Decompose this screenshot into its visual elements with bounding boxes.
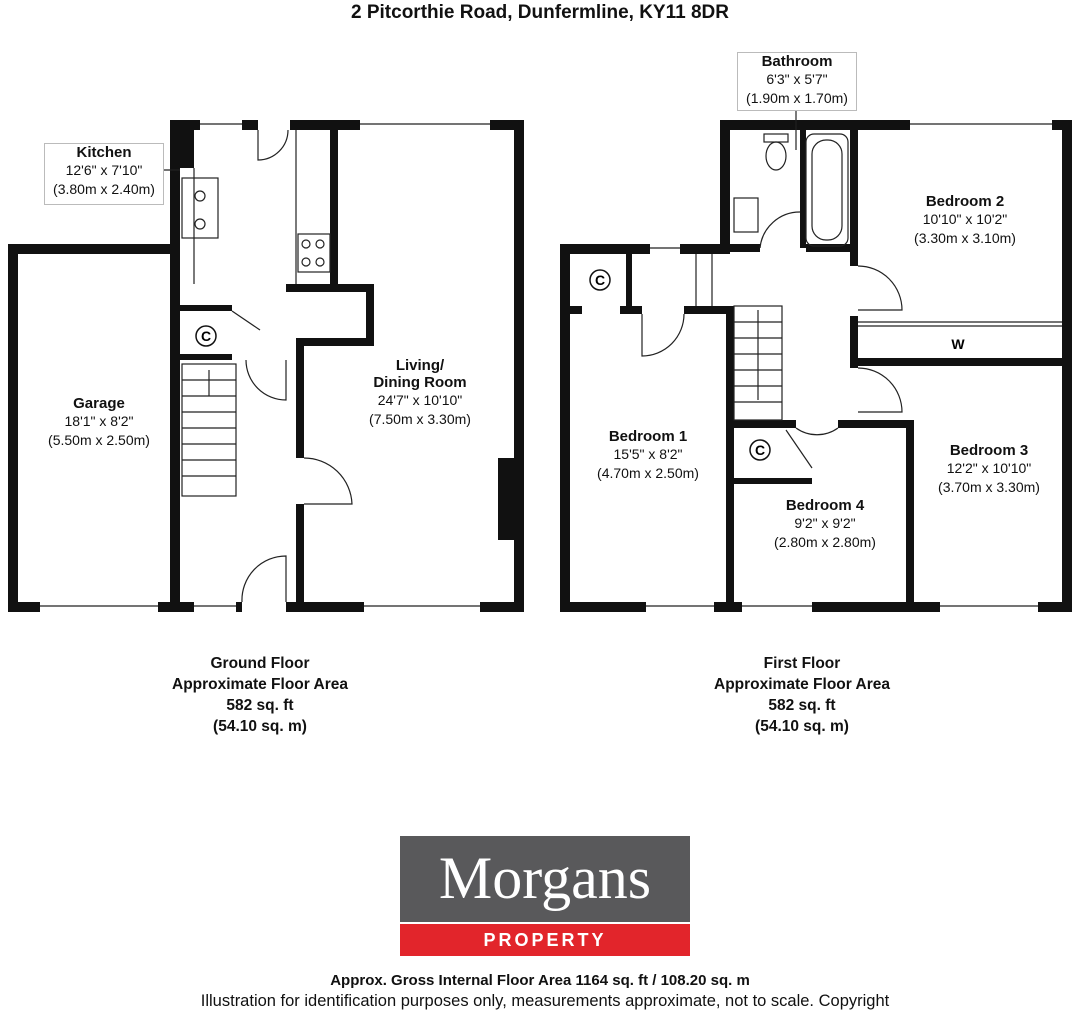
garage-imperial: 18'1" x 8'2"	[64, 413, 134, 429]
bedroom4-label	[748, 497, 902, 552]
kitchen-name: Kitchen	[76, 144, 132, 161]
total-floor-area: Approx. Gross Internal Floor Area 1164 sq. ft / 108.20 sq. m	[330, 972, 750, 989]
living-name-line2: Dining Room	[373, 374, 467, 391]
page-title: 2 Pitcorthie Road, Dunfermline, KY11 8DR	[351, 2, 729, 23]
logo-wordmark: Morgans	[400, 836, 690, 922]
first-floor-area-imperial: 582 sq. ft	[768, 697, 836, 714]
bedroom4-imperial: 9'2" x 9'2"	[794, 515, 856, 531]
bedroom3-imperial: 12'2" x 10'10"	[946, 460, 1032, 476]
first-floor-area-label: Approximate Floor Area	[714, 676, 890, 693]
bedroom3-name: Bedroom 3	[949, 442, 1029, 459]
disclaimer: Illustration for identification purposes only, measurements approximate, not to scale. Copyright	[200, 992, 890, 1010]
bathroom-metric: (1.90m x 1.70m)	[746, 90, 848, 106]
logo-tagline: PROPERTY	[400, 924, 690, 956]
ground-floor-area-label: Approximate Floor Area	[172, 676, 348, 693]
ground-floor-area-metric: (54.10 sq. m)	[213, 718, 307, 735]
bathroom-name: Bathroom	[761, 53, 833, 70]
first-floor-name: First Floor	[763, 655, 841, 672]
bedroom2-metric: (3.30m x 3.10m)	[914, 230, 1016, 246]
cupboard-marker	[590, 270, 610, 290]
kitchen-metric: (3.80m x 2.40m)	[53, 181, 155, 197]
ground-floor-area-imperial: 582 sq. ft	[226, 697, 294, 714]
bedroom1-imperial: 15'5" x 8'2"	[613, 446, 683, 462]
bedroom2-label	[890, 193, 1040, 248]
ground-floor-area	[120, 653, 400, 737]
ground-floor-name: Ground Floor	[210, 655, 310, 672]
bedroom2-imperial: 10'10" x 10'2"	[922, 211, 1008, 227]
svg-text:C: C	[200, 328, 212, 344]
bedroom3-metric: (3.70m x 3.30m)	[938, 479, 1040, 495]
wardrobe-marker: W	[951, 336, 965, 352]
bedroom1-label	[578, 428, 718, 483]
kitchen-label	[44, 143, 164, 205]
svg-text:C: C	[754, 442, 766, 458]
bedroom4-name: Bedroom 4	[785, 497, 865, 514]
garage-label	[28, 395, 170, 450]
bathroom-imperial: 6'3" x 5'7"	[766, 71, 828, 87]
garage-metric: (5.50m x 2.50m)	[48, 432, 150, 448]
living-metric: (7.50m x 3.30m)	[369, 411, 471, 427]
bedroom1-name: Bedroom 1	[608, 428, 688, 445]
bathroom-label	[737, 52, 857, 111]
bedroom1-metric: (4.70m x 2.50m)	[597, 465, 699, 481]
first-floor-area	[662, 653, 942, 737]
garage-name: Garage	[73, 395, 125, 412]
kitchen-imperial: 12'6" x 7'10"	[65, 162, 143, 178]
living-imperial: 24'7" x 10'10"	[377, 392, 463, 408]
svg-text:C: C	[594, 272, 606, 288]
cupboard-marker	[750, 440, 770, 460]
cupboard-marker	[196, 326, 216, 346]
bedroom4-metric: (2.80m x 2.80m)	[774, 534, 876, 550]
living-label	[340, 357, 500, 429]
bedroom2-name: Bedroom 2	[925, 193, 1005, 210]
living-name-line1: Living/	[395, 357, 445, 374]
bedroom3-label	[914, 442, 1064, 497]
first-floor-area-metric: (54.10 sq. m)	[755, 718, 849, 735]
